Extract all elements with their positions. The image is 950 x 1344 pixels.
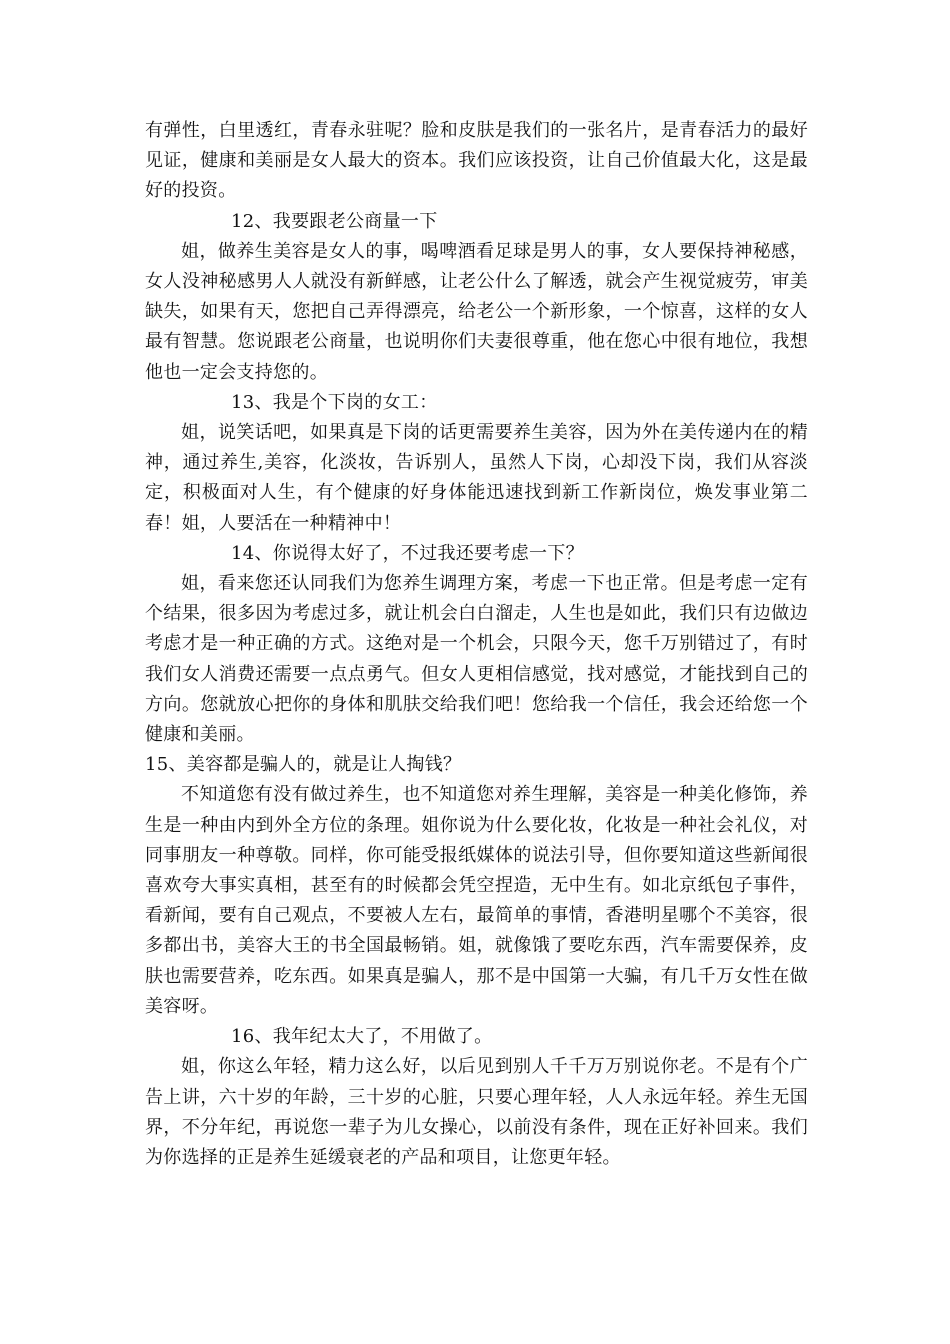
- paragraph-14: 姐，看来您还认同我们为您养生调理方案，考虑一下也正常。但是考虑一定有个结果，很多因为考虑过多，就让机会白白溜走，人生也是如此，我们只有边做边考虑才是一种正确的方式。这绝对是一个机会，只限今天，您千万别错过了，有时我们女人消费还需要一点点勇气。但女人更相信感觉，找对感觉，才能找到自己的方向。您就放心把你的身体和肌肤交给我们吧！您给我一个信任，我会还给您一个健康和美丽。: [145, 573, 808, 746]
- section-heading-12: 12、我要跟老公商量一下: [231, 210, 438, 232]
- paragraph-15: 不知道您有没有做过养生，也不知道您对养生理解，美容是一种美化修饰，养生是一种由内到外全方位的条理。姐你说为什么要化妆，化妆是一种社会礼仪，对同事朋友一种尊敬。同样，你可能受报纸媒体的说法引导，但你要知道这些新闻很喜欢夸大事实真相，甚至有的时候都会凭空捏造，无中生有。如北京纸包子事件，看新闻，要有自己观点，不要被人左右，最简单的事情，香港明星哪个不美容，很多都出书，美容大王的书全国最畅销。姐，就像饿了要吃东西，汽车需要保养，皮肤也需要营养，吃东西。如果真是骗人，那不是中国第一大骗，有几千万女性在做美容呀。: [145, 784, 808, 1017]
- paragraph-16: 姐，你这么年轻，精力这么好，以后见到别人千千万万别说你老。不是有个广告上讲，六十岁的年龄，三十岁的心脏，只要心理年轻，人人永远年轻。养生无国界，不分年纪，再说您一辈子为儿女操心，以前没有条件，现在正好补回来。我们为你选择的正是养生延缓衰老的产品和项目，让您更年轻。: [145, 1056, 808, 1168]
- section-heading-15: 15、美容都是骗人的，就是让人掏钱？: [145, 754, 462, 776]
- section-heading-16: 16、我年纪太大了，不用做了。: [231, 1026, 493, 1048]
- document-page: [145, 116, 808, 1173]
- section-heading-13: 13、我是个下岗的女工：: [231, 391, 438, 413]
- paragraph-12: 姐，做养生美容是女人的事，喝啤酒看足球是男人的事，女人要保持神秘感，女人没神秘感男人人就没有新鲜感，让老公什么了解透，就会产生视觉疲劳，审美缺失，如果有天，您把自己弄得漂亮，给老公一个新形象，一个惊喜，这样的女人最有智慧。您说跟老公商量，也说明你们夫妻很尊重，他在您心中很有地位，我想他也一定会支持您的。: [145, 240, 808, 383]
- paragraph-13: 姐，说笑话吧，如果真是下岗的话更需要养生美容，因为外在美传递内在的精神，通过养生,美容，化淡妆，告诉别人，虽然人下岗，心却没下岗，我们从容淡定，积极面对人生，有个健康的好身体能迅速找到新工作新岗位，焕发事业第二春！姐，人要活在一种精神中！: [145, 422, 808, 534]
- paragraph-intro: 有弹性，白里透红，青春永驻呢？脸和皮肤是我们的一张名片，是青春活力的最好见证，健康和美丽是女人最大的资本。我们应该投资，让自己价值最大化，这是最好的投资。: [145, 120, 808, 202]
- section-heading-14: 14、你说得太好了，不过我还要考虑一下？: [231, 542, 584, 564]
